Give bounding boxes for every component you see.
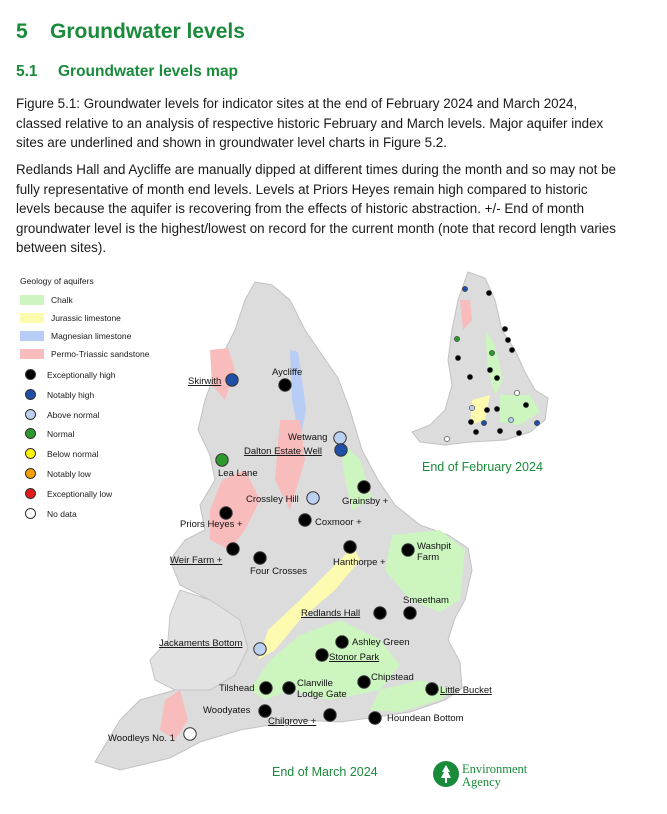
site-label: Jackaments Bottom [159, 638, 243, 649]
legend-swatch [20, 331, 44, 341]
site-marker [324, 709, 336, 721]
inset-marker [514, 390, 519, 395]
site-label: Lea Lane [218, 468, 258, 479]
inset-marker [505, 337, 510, 342]
logo-line-2: Agency [462, 775, 501, 789]
site-marker [299, 514, 311, 526]
legend-level-label: Exceptionally high [47, 370, 116, 380]
site-marker [336, 636, 348, 648]
site-label: Wetwang [288, 432, 328, 443]
inset-marker [486, 290, 491, 295]
legend-marker [25, 409, 36, 420]
site-marker-group [336, 636, 410, 648]
legend-geology-label: Magnesian limestone [51, 331, 132, 341]
site-label: Woodyates [203, 705, 251, 716]
site-marker-group [219, 682, 272, 694]
site-marker [335, 444, 347, 456]
legend-swatch [20, 313, 44, 323]
site-marker [426, 683, 438, 695]
site-label: Grainsby + [342, 496, 389, 507]
site-marker [404, 607, 416, 619]
site-label: Smeetham [403, 595, 449, 606]
inset-marker [468, 419, 473, 424]
site-marker [279, 379, 291, 391]
site-label: Washpit Farm [417, 541, 451, 563]
legend-swatch [20, 295, 44, 305]
site-label: Four Crosses [250, 566, 308, 577]
site-marker [358, 481, 370, 493]
site-label: Hanthorpe + [333, 557, 386, 568]
legend-marker [25, 488, 36, 499]
legend-level-label: Below normal [47, 449, 99, 460]
subsection-number: 5.1 [16, 63, 38, 80]
inset-marker [454, 336, 459, 341]
legend-swatch [20, 349, 44, 359]
site-label: Coxmoor + [315, 517, 362, 528]
figure-caption: Figure 5.1: Groundwater levels for indicator sites at the end of February 2024 and March 2024, classed relative to an analysis of respective historic February and March levels. Major aquifer index sites are underlined and shown in groundwater level charts in Figure 5.2. [16, 96, 604, 150]
inset-marker [467, 374, 472, 379]
legend-marker [25, 508, 36, 519]
site-marker [344, 541, 356, 553]
site-label: Stonor Park [329, 652, 380, 663]
section-title: Groundwater levels [50, 20, 245, 43]
legend-level-label: Exceptionally low [47, 488, 113, 499]
environment-agency-logo-text [462, 763, 527, 789]
site-marker [374, 607, 386, 619]
inset-marker [481, 420, 486, 425]
inset-marker [487, 367, 492, 372]
inset-marker [534, 420, 539, 425]
inset-marker [508, 417, 513, 422]
site-label: Little Bucket [440, 685, 492, 696]
site-marker [358, 676, 370, 688]
site-label: Ashley Green [352, 637, 410, 648]
inset-marker [469, 405, 474, 410]
logo-line-1: Environment [462, 762, 528, 776]
site-label: Weir Farm + [170, 555, 223, 566]
inset-marker [494, 375, 499, 380]
site-marker-group [188, 374, 238, 387]
inset-marker [523, 402, 528, 407]
legend-marker [25, 468, 36, 479]
inset-marker [462, 286, 467, 291]
site-marker [220, 507, 232, 519]
site-label: Crossley Hill [246, 494, 299, 505]
legend-marker [25, 389, 36, 400]
site-marker [254, 643, 266, 655]
inset-marker [516, 430, 521, 435]
inset-marker [497, 428, 502, 433]
site-marker [402, 544, 414, 556]
legend-geology-label: Chalk [51, 295, 73, 305]
inset-caption: End of February 2024 [422, 460, 543, 474]
site-marker [216, 454, 228, 466]
site-label: Chilgrove + [268, 716, 317, 727]
site-marker [254, 552, 266, 564]
site-label: Dalton Estate Well [244, 446, 322, 457]
site-marker [226, 374, 238, 386]
site-label: Woodleys No. 1 [108, 733, 175, 744]
note-paragraph: Redlands Hall and Aycliffe are manually dipped at different times during the month and so may not be fully representative of month end levels. Levels at Priors Heyes remain high compared to historic levels because the aquifer is recovering from the effects of historic abstraction. +/- End of month groundwater level is the highest/lowest on record for the current month (note that record length varies between sites). [16, 162, 616, 255]
site-label: Priors Heyes + [180, 519, 243, 530]
site-marker [260, 682, 272, 694]
site-marker [184, 728, 196, 740]
site-marker [316, 649, 328, 661]
site-label: Houndean Bottom [387, 713, 464, 724]
legend-geology-label: Permo-Triassic sandstone [51, 349, 150, 359]
legend-level-label: Above normal [47, 409, 100, 420]
inset-marker [502, 326, 507, 331]
site-marker [227, 543, 239, 555]
site-marker-group [426, 683, 492, 696]
inset-marker [489, 350, 494, 355]
legend-geology-label: Jurassic limestone [51, 313, 121, 323]
site-marker-group [288, 432, 346, 444]
legend-title: Geology of aquifers [20, 276, 94, 286]
site-label: Tilshead [219, 683, 255, 694]
section-number: 5 [16, 20, 28, 43]
legend-level-label: No data [47, 508, 77, 519]
map-caption: End of March 2024 [272, 765, 378, 779]
inset-marker [509, 347, 514, 352]
legend-level-label: Notably high [47, 389, 95, 400]
site-label: Redlands Hall [301, 608, 361, 619]
site-label: Chipstead [371, 672, 414, 683]
site-label: Skirwith [188, 376, 222, 387]
site-marker-group [203, 705, 271, 717]
environment-agency-logo-icon [432, 760, 460, 793]
site-marker [369, 712, 381, 724]
inset-marker [473, 429, 478, 434]
site-marker [283, 682, 295, 694]
legend-level-label: Normal [47, 429, 75, 440]
site-label: Clanville Lodge Gate [297, 678, 347, 700]
inset-marker [494, 406, 499, 411]
inset-marker [455, 355, 460, 360]
inset-map [412, 272, 548, 445]
inset-marker [444, 436, 449, 441]
legend-level-label: Notably low [47, 469, 91, 479]
site-marker [307, 492, 319, 504]
site-label: Aycliffe [272, 367, 303, 378]
legend-marker [25, 369, 36, 380]
site-marker [334, 432, 346, 444]
inset-marker [484, 407, 489, 412]
subsection-title: Groundwater levels map [58, 63, 239, 80]
